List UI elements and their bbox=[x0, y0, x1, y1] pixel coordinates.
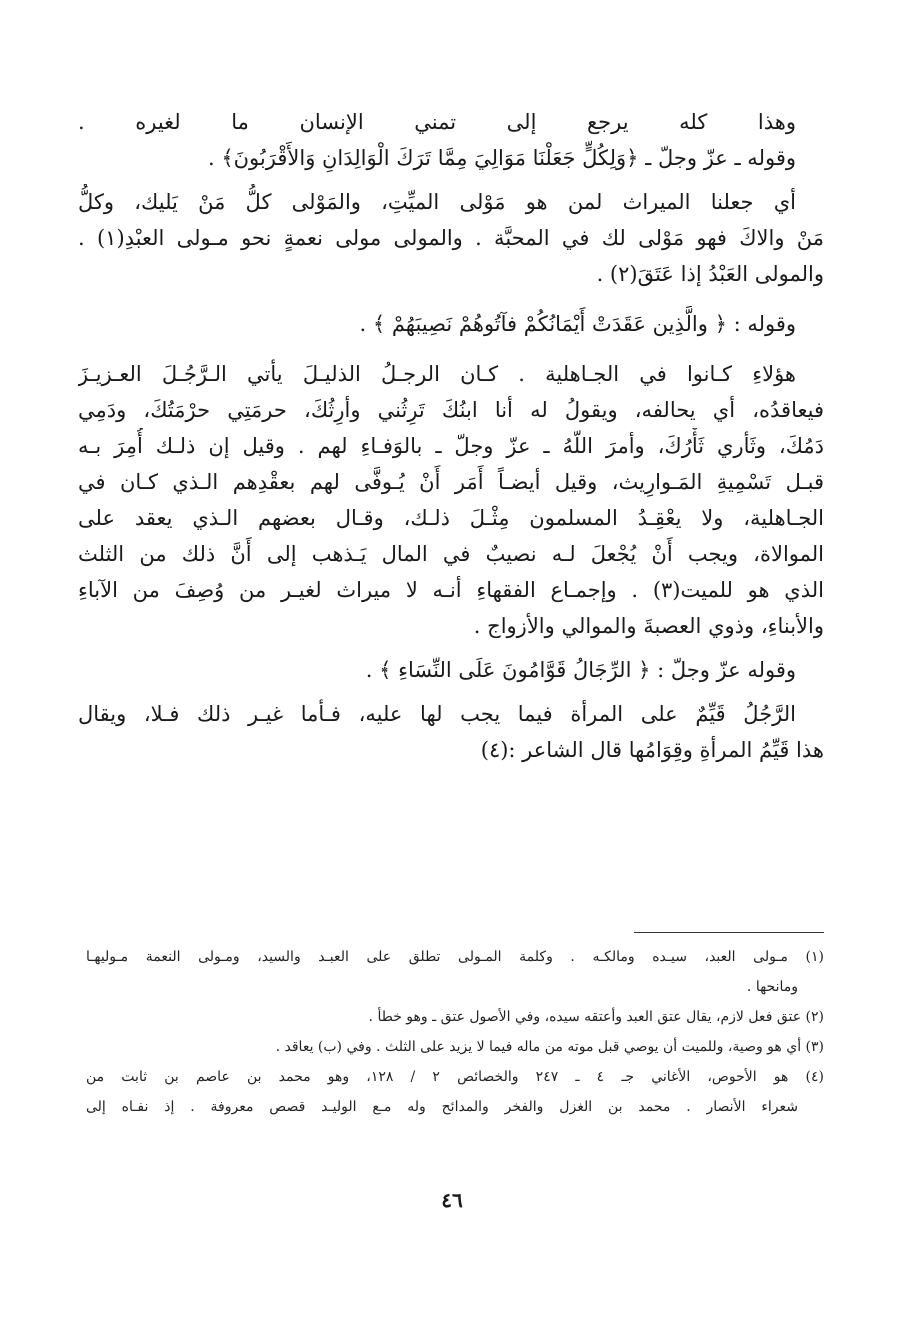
text-line: أي جعلنا الميراث لمن هو مَوْلى الميِّتِ، والمَوْلى كلُّ مَنْ يَليك، وكلُّ bbox=[78, 190, 796, 214]
text-line: الذي هو للميت(٣) . وإجمـاع الفقهاءِ أنـه لا ميراث لغيـر من وُصِفَ من الآباءِ bbox=[78, 578, 824, 602]
text-line: هؤلاءِ كـانوا في الجـاهلية . كـان الرجـلُ الذليـلَ يأتي الـرَّجُـلَ العـزيـزَ bbox=[78, 362, 796, 386]
quran-verse-line: وقوله عزّ وجلّ : ﴿ الرِّجَالُ قَوَّامُونَ عَلَى النِّسَاءِ ﴾ . bbox=[365, 658, 796, 682]
footnote-line: ومانحها . bbox=[746, 979, 798, 995]
footnote-line: (٤) هو الأحوص، الأغاني جـ ٤ ـ ٢٤٧ والخصائص ٢ / ١٢٨، وهو محمد بن عاصم بن ثابت من bbox=[86, 1069, 824, 1085]
text-line: الرَّجُلُ قَيِّمٌ على المرأة فيما يجب لها عليه، فـأما غيـر ذلك فـلا، ويقال bbox=[78, 702, 796, 726]
text-line: دَمُكَ، وثَأري ثَأْرُكَ، وأمرَ اللّهُ ـ عزّ وجلّ ـ بالوَفـاءِ لهم . وقيل إن ذلـك أُمِرَ بـه bbox=[78, 434, 824, 458]
text-line: الجـاهلية، ولا يعْقِـدُ المسلمون مِثْـلَ ذلـك، وقـال بعضهم الـذي يعقد على bbox=[78, 506, 824, 530]
text-line: فيعاقدُه، أي يحالفه، ويقولُ له أنا ابنُكَ تَرِثُني وأرِثُكَ، حرمَتِي حرْمَتُكَ، ودَمِي bbox=[78, 398, 824, 422]
main-text bbox=[78, 104, 824, 768]
quran-verse-line: وقوله : ﴿ والَّذِين عَقَدَتْ أَيْمَانُكُمْ فآتُوهُمْ نَصِيبَهُمْ ﴾ . bbox=[359, 312, 796, 336]
text-line: قبـل تَسْمِيةِ المَـوارِيث، وقيل أيضـاً أَمَر أَنْ يُـوفَّى لهم بعقْدِهم الـذي كـان في bbox=[78, 470, 824, 494]
text-line: الموالاة، ويجب أَنْ يُجْعلَ لـه نصيبٌ في المال يَـذهب إلى أَنَّ ذلك من الثلث bbox=[78, 542, 824, 566]
footnote-line: (١) مـولى العبد، سيـده ومالكـه . وكلمة المـولى تطلق على العبـد والسيد، ومـولى النعمة مـوليهـا bbox=[86, 949, 824, 965]
footnote-line: (٣) أي هو وصية، وللميت أن يوصي قبل موته من ماله فيما لا يزيد على الثلث . وفي (ب) يعاقد . bbox=[275, 1039, 824, 1055]
footnote-line: (٢) عتق فعل لازم، يقال عتق العبد وأعتقه سيده، وفي الأصول عتق ـ وهو خطأ . bbox=[368, 1009, 824, 1025]
footnotes bbox=[86, 942, 824, 1122]
text-line: والمولى العَبْدُ إذا عَتَقَ(٢) . bbox=[596, 262, 824, 286]
text-line: وهذا كله يرجع إلى تمني الإنسان ما لغيره . bbox=[78, 110, 796, 134]
text-line: مَنْ والاكَ فهو مَوْلى لك في المحبَّة . والمولى مولى نعمةٍ نحو مـولى العبْدِ(١) . bbox=[78, 226, 824, 250]
page-number: ٤٦ bbox=[441, 1188, 463, 1212]
text-line: وقوله ـ عزّ وجلّ ـ ﴿وَلِكُلٍّ جَعَلْنَا مَوَالِيَ مِمَّا تَرَكَ الْوَالِدَانِ وَالأَقْرَبُونَ﴾ . bbox=[207, 146, 796, 170]
footnote-divider bbox=[634, 932, 824, 933]
text-line: هذا قَيِّمُ المرأةِ وقِوَامُها قال الشاعر :(٤) bbox=[480, 738, 824, 762]
text-line: والأبناءِ، وذوي العصبةَ والموالي والأزواج . bbox=[473, 614, 824, 638]
footnote-line: شعراء الأنصار . محمد بن الغزل والفخر والمدائح وله مـع الوليـد قصص معروفة . إذ نفـاه إلى bbox=[86, 1099, 798, 1115]
